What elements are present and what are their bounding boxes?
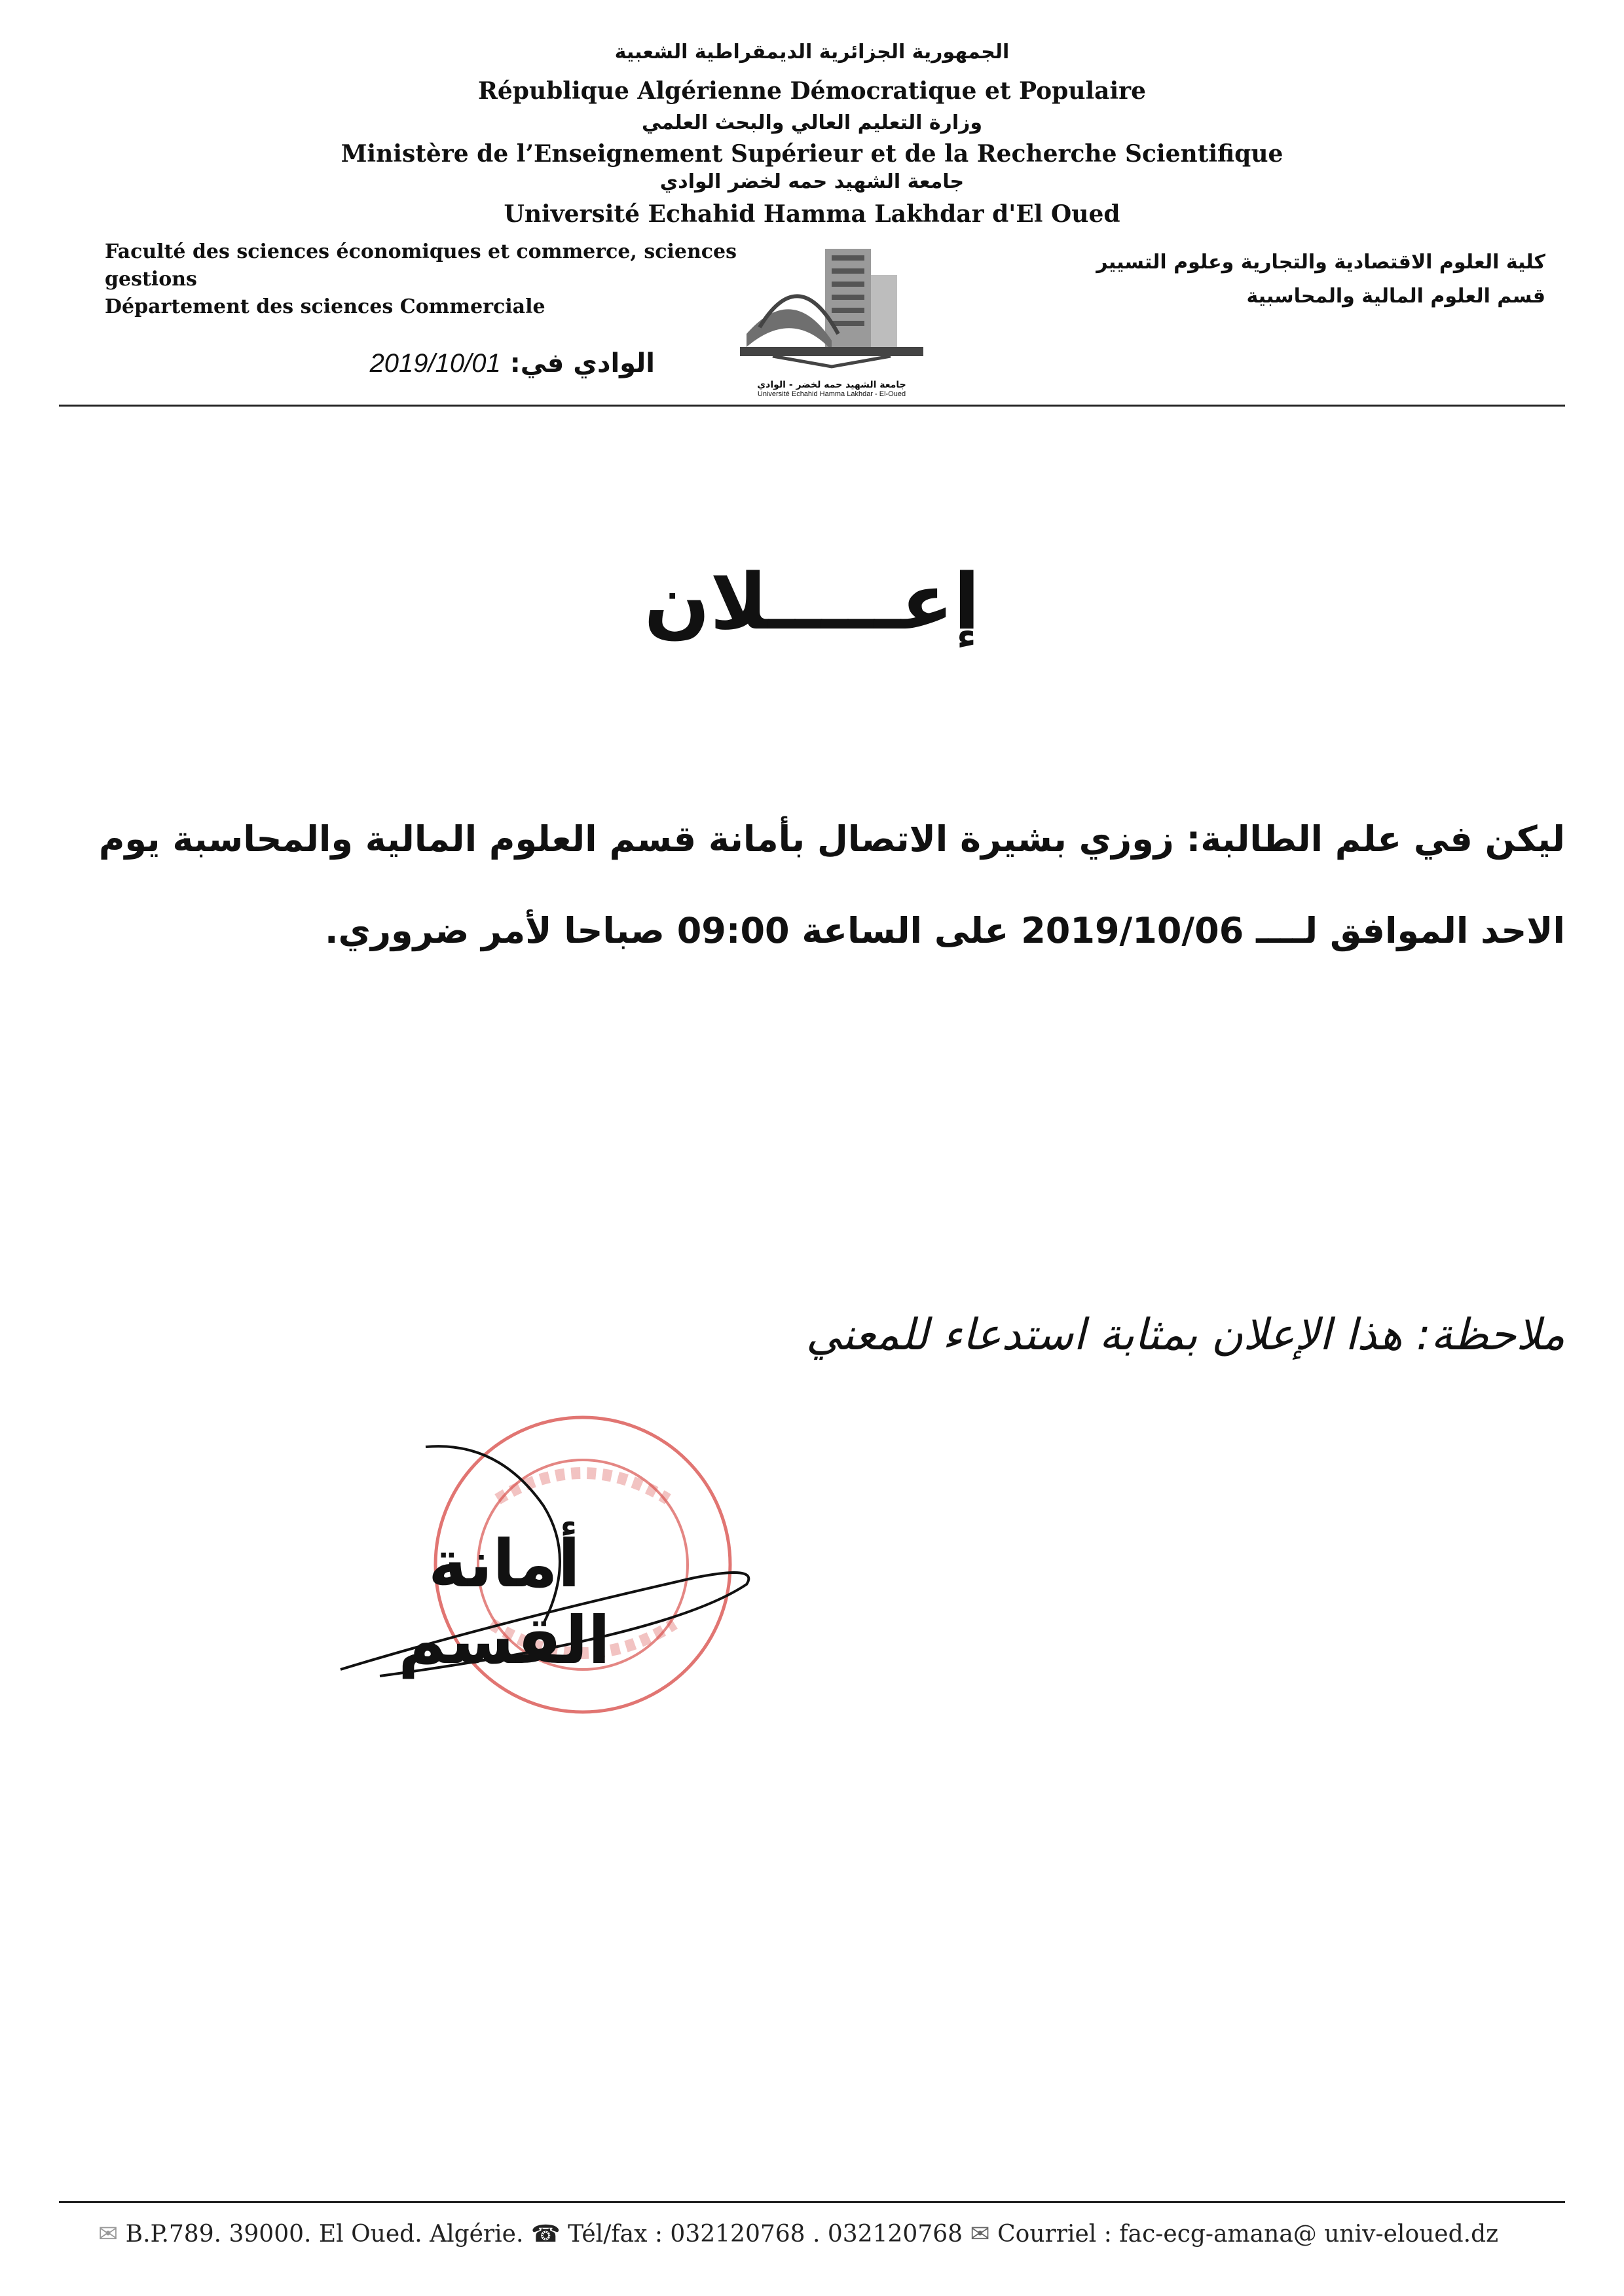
university-fr: Université Echahid Hamma Lakhdar d'El Oued bbox=[504, 200, 1120, 228]
date-value: 2019/10/01 bbox=[369, 349, 501, 378]
university-logo bbox=[733, 242, 930, 406]
body-line2: الاحد الموافق لــــ 2019/10/06 على الساعة 09:00 صباحا لأمر ضروري. bbox=[324, 910, 1565, 951]
note-text: ملاحظة: هذا الإعلان بمثابة استدعاء للمعني bbox=[805, 1309, 1565, 1360]
faculty-fr bbox=[105, 238, 760, 321]
telephone-icon: ☎ bbox=[530, 2221, 561, 2248]
date-label: الوادي في: bbox=[509, 348, 655, 378]
ministry-ar: وزارة التعليم العالي والبحث العلمي bbox=[641, 111, 983, 134]
date-line bbox=[210, 348, 655, 378]
footer bbox=[98, 2221, 1572, 2248]
university-building-icon bbox=[733, 242, 930, 373]
footer-address: B.P.789. 39000. El Oued. Algérie. bbox=[125, 2221, 524, 2248]
logo-caption-fr: Université Echahid Hamma Lakhdar - El-Oued bbox=[757, 390, 906, 398]
republic-ar: الجمهورية الجزائرية الديمقراطية الشعبية bbox=[614, 41, 1010, 64]
faculty-ar-line2: قسم العلوم المالية والمحاسبية bbox=[1246, 285, 1545, 308]
announcement-title: إعـــــلان bbox=[644, 556, 980, 647]
ministry-fr: Ministère de l’Enseignement Supérieur et de la Recherche Scientifique bbox=[341, 140, 1283, 168]
email-icon: ✉ bbox=[970, 2221, 990, 2248]
signature-label: أمانة القسم bbox=[398, 1525, 610, 1679]
footer-rule bbox=[59, 2201, 1565, 2203]
faculty-ar bbox=[1022, 246, 1545, 314]
faculty-ar-line1: كلية العلوم الاقتصادية والتجارية وعلوم التسيير bbox=[1096, 251, 1545, 274]
faculty-fr-line3: Département des sciences Commerciale bbox=[105, 295, 545, 318]
header-rule bbox=[59, 405, 1565, 407]
faculty-fr-line2: gestions bbox=[105, 268, 197, 291]
republic-fr: République Algérienne Démocratique et Populaire bbox=[477, 77, 1147, 105]
body-line1: ليكن في علم الطالبة: زوزي بشيرة الاتصال بأمانة قسم العلوم المالية والمحاسبة يوم bbox=[98, 818, 1565, 860]
footer-phone: Tél/fax : 032120768 . 032120768 bbox=[568, 2221, 963, 2248]
university-ar: جامعة الشهيد حمه لخضر الوادي bbox=[659, 170, 965, 193]
envelope-icon: ✉ bbox=[98, 2221, 119, 2248]
footer-email: Courriel : fac-ecg-amana@ univ-eloued.dz bbox=[997, 2221, 1499, 2248]
logo-caption-ar: جامعة الشهيد حمه لخضر - الوادي bbox=[757, 380, 906, 390]
faculty-fr-line1: Faculté des sciences économiques et commerce, sciences bbox=[105, 240, 737, 263]
